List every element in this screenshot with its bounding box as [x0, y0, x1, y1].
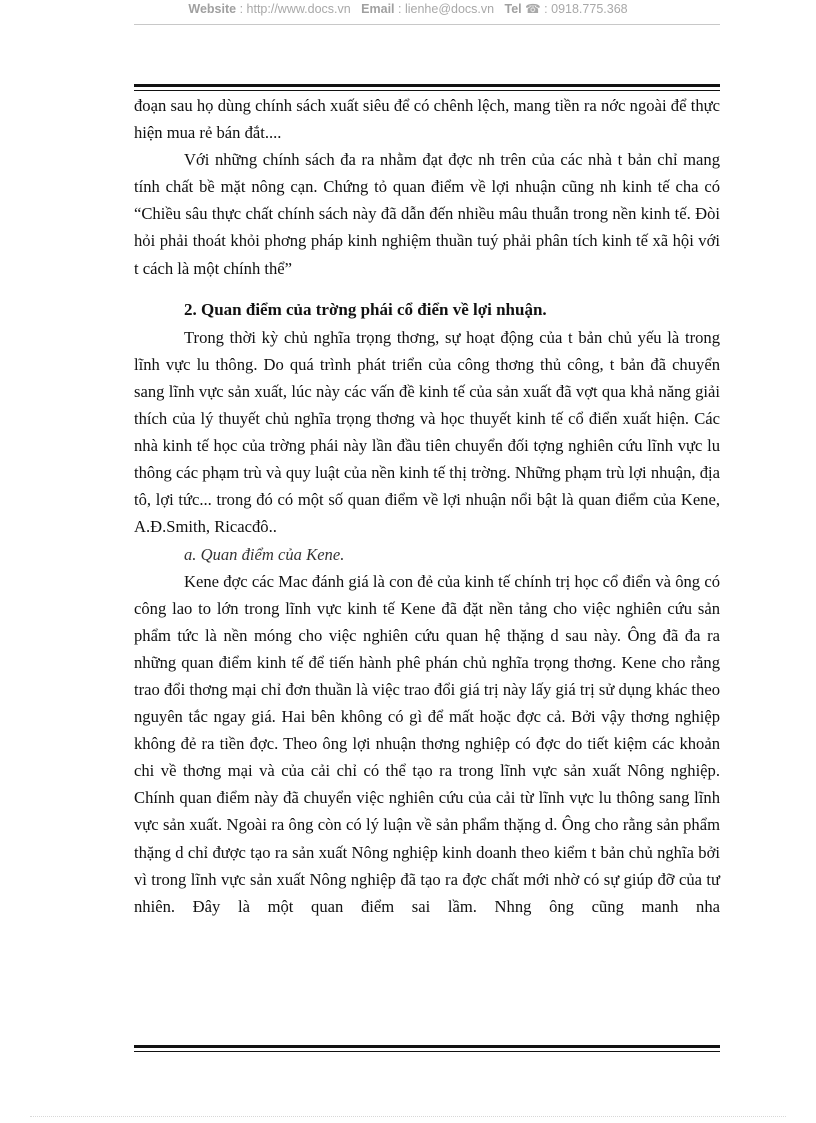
paragraph-continuation: đoạn sau họ dùng chính sách xuất siêu để có chênh lệch, mang tiền ra nớc ngoài để thực hiện mua rẻ bán đắt.... — [134, 96, 720, 143]
header-divider — [134, 24, 720, 25]
top-double-rule — [134, 84, 720, 91]
tel-number: ☎ : 0918.775.368 — [525, 2, 628, 16]
website-url[interactable]: : http://www.docs.vn — [239, 2, 351, 16]
bottom-double-rule — [134, 1045, 720, 1052]
tel-label: Tel — [504, 2, 522, 16]
paragraph-kene: Kene đợc các Mac đánh giá là con đẻ của kinh tế chính trị học cổ điển và ông có công lao to lớn trong lĩnh vực kinh tế Kene đã đặt nền tảng cho việc nghiên cứu sản phẩm tức là nền móng cho việc nghiên cứu quan hệ thặng d sau này. Ông đã đa ra những quan điểm kinh tế để tiến hành phê phán chủ nghĩa trọng thơng. Kene cho rằng trao đổi thơng mại chỉ đơn thuần là việc trao đổi giá trị này lấy giá trị sử dụng khác theo nguyên tắc ngay giá. Hai bên không có gì để mất hoặc đợc cả. Bởi vậy thơng nghiệp không đẻ ra tiền đợc. Theo ông lợi nhuận thơng nghiệp có đợc do tiết kiệm các khoản chi về thơng mại và của cải chỉ có thể tạo ra trong lĩnh vực sản xuất Nông nghiệp. Chính quan điểm này đã chuyển việc nghiên cứu của cải từ lĩnh vực lu thông sang lĩnh vực sản xuất. Ngoài ra ông còn có lý luận về sản phẩm thặng d. Ông cho rằng sản phẩm thặng d chỉ được tạo ra sản xuất Nông nghiệp kinh doanh theo kiểm t bản chủ nghĩa bởi vì trong lĩnh vực sản xuất Nông nghiệp đã tạo ra đợc chất mới nhờ có sự giúp đỡ của tư nhiên. Đây là một quan điểm sai lầm. Nhng ông cũng manh nha — [134, 571, 720, 916]
email-address[interactable]: : lienhe@docs.vn — [398, 2, 495, 16]
paragraph-classical-school: Trong thời kỳ chủ nghĩa trọng thơng, sự hoạt động của t bản chủ yếu là trong lĩnh vực lu thông. Do quá trình phát triển của công thơng thủ công, t bản đã chuyển sang lĩnh vực sản xuất, lúc này các vấn đề kinh tế của sản xuất đã vợt qua khả năng giải thích của lý thuyết chủ nghĩa trọng thơng và học thuyết kinh tế cổ điển xuất hiện. Các nhà kinh tế học của trờng phái này lần đầu tiên chuyển đối tợng nghiên cứu lĩnh vực lu thông các phạm trù và quy luật của nền kinh tế thị trờng. Những phạm trù lợi nhuận, địa tô, lợi tức... trong đó có một số quan điểm về lợi nhuận nổi bật là quan điểm của Kene, A.Đ.Smith, Ricacđô.. — [134, 327, 720, 537]
page-bottom-edge — [30, 1116, 786, 1117]
email-label: Email — [361, 2, 395, 16]
paragraph-policy: Với những chính sách đa ra nhằm đạt đợc nh trên của các nhà t bản chỉ mang tính chất bề mặt nông cạn. Chứng tỏ quan điểm về lợi nhuận cũng nh kinh tế cha có “Chiều sâu thực chất chính sách này đã dẫn đến nhiều mâu thuẫn trong nền kinh tế. Đòi hỏi phải thoát khỏi phơng pháp kinh nghiệm thuần tuý phải phân tích kinh tế xã hội với t cách là một chính thể” — [134, 150, 720, 278]
subsection-heading: a. Quan điểm của Kene. — [184, 544, 345, 564]
website-label: Website — [188, 2, 237, 16]
section-heading: 2. Quan điểm của trờng phái cổ điển về lợi nhuận. — [184, 299, 547, 319]
document-body — [134, 92, 720, 920]
site-header — [0, 0, 816, 22]
